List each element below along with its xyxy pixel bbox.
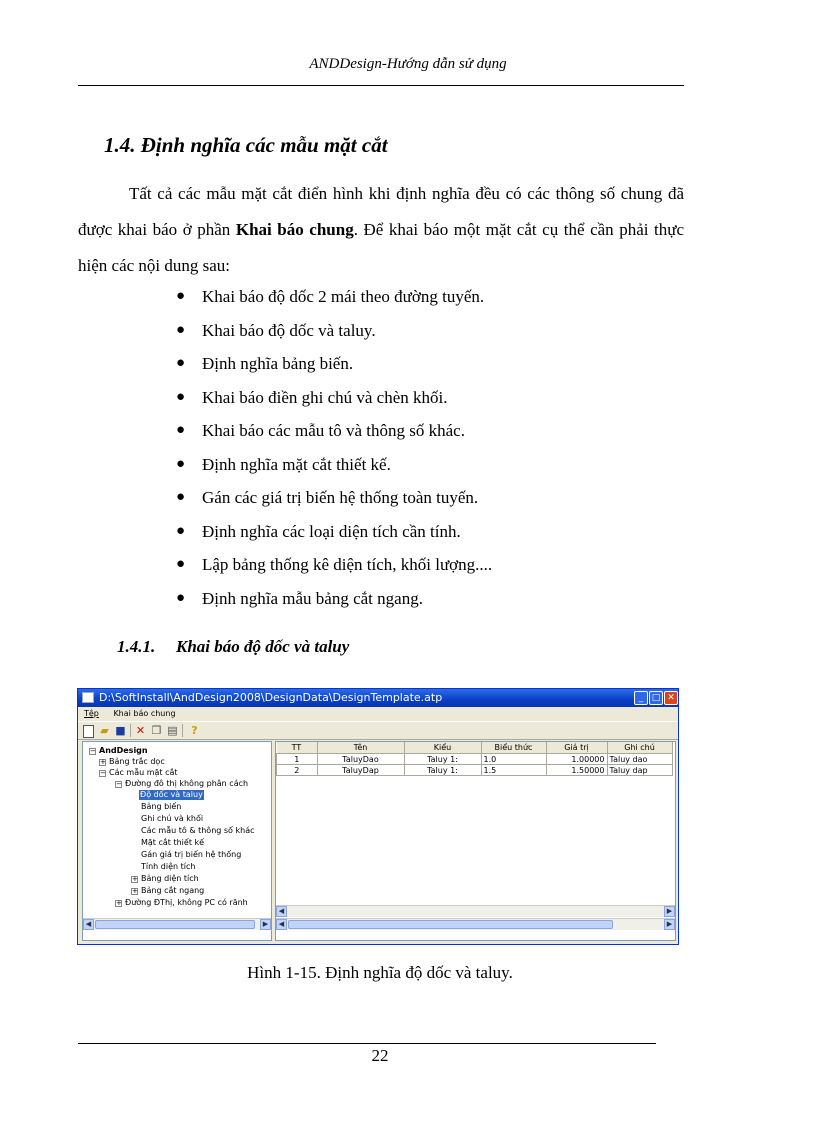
table-scrollbar[interactable] — [276, 918, 675, 930]
bullet-icon: ● — [176, 522, 186, 539]
list-item — [176, 351, 492, 385]
tree-item[interactable]: Tính diện tích — [141, 862, 196, 871]
expand-icon[interactable]: + — [116, 899, 122, 907]
app-window — [77, 688, 679, 945]
table-scrollbar-upper[interactable] — [276, 905, 675, 917]
cell-type[interactable]: Taluy 1: — [404, 765, 481, 776]
col-header-type[interactable]: Kiểu — [404, 742, 481, 754]
figure-caption: Hình 1-15. Định nghĩa độ dốc và taluy. — [247, 963, 513, 982]
cell-tt[interactable]: 2 — [277, 765, 318, 776]
scroll-thumb[interactable] — [95, 920, 255, 929]
list-item-text: Định nghĩa các loại diện tích cần tính. — [202, 521, 461, 541]
bullet-icon: ● — [176, 388, 186, 405]
list-item-text: Khai báo độ dốc và taluy. — [202, 320, 376, 340]
cell-name[interactable]: TaluyDap — [317, 765, 404, 776]
list-item-text: Khai báo độ dốc 2 mái theo đường tuyến. — [202, 287, 485, 306]
tree-item[interactable]: Bảng trắc dọc — [109, 757, 165, 766]
list-item-text: Định nghĩa mẫu bảng cắt ngang. — [202, 588, 423, 608]
scroll-right-icon[interactable]: ▶ — [664, 919, 675, 930]
bullet-icon: ● — [176, 589, 186, 606]
section-heading: 1.4. Định nghĩa các mẫu mặt cắt — [104, 133, 388, 157]
close-icon[interactable]: ✕ — [664, 691, 678, 705]
cell-value[interactable]: 1.00000 — [546, 754, 607, 765]
intro-text-2: . Để khai báo một mặt cắt cụ thể cần phải thực hiện các nội dung sau: — [78, 220, 685, 275]
col-header-expression[interactable]: Biểu thức — [481, 742, 546, 754]
list-item — [176, 552, 492, 586]
window-titlebar[interactable] — [78, 689, 678, 707]
tree-item[interactable]: Mặt cắt thiết kế — [141, 838, 205, 847]
bullet-icon: ● — [176, 556, 186, 572]
list-item-text: Lập bảng thống kê diện tích, khối lượng.... — [202, 555, 493, 574]
table-header-row — [277, 742, 673, 754]
scroll-left-icon[interactable]: ◀ — [276, 906, 287, 917]
list-item-text: Định nghĩa bảng biến. — [202, 354, 354, 373]
subsection-heading — [117, 637, 349, 657]
cell-value[interactable]: 1.50000 — [546, 765, 607, 776]
cell-note[interactable]: Taluy dao — [607, 754, 672, 765]
col-header-name[interactable]: Tên — [317, 742, 404, 754]
scroll-left-icon[interactable]: ◀ — [276, 919, 287, 930]
col-header-value[interactable]: Giá trị — [546, 742, 607, 754]
bullet-icon: ● — [176, 489, 186, 505]
list-item — [176, 318, 492, 352]
running-header: ANDDesign-Hướng dẫn sử dụng — [309, 56, 507, 72]
intro-paragraph — [78, 176, 684, 284]
expand-icon[interactable]: + — [132, 875, 138, 883]
table-row[interactable] — [277, 765, 673, 776]
list-item — [176, 485, 492, 519]
list-item — [176, 519, 492, 553]
list-item-text: Gán các giá trị biến hệ thống toàn tuyến. — [202, 488, 479, 507]
save-icon[interactable]: ■ — [115, 724, 126, 737]
copy-icon[interactable]: ❐ — [151, 724, 162, 737]
page-number: 22 — [371, 1046, 389, 1065]
scroll-left-icon[interactable]: ◀ — [83, 919, 94, 930]
toolbar-separator — [130, 724, 131, 737]
app-icon — [82, 692, 94, 703]
table-row[interactable] — [277, 754, 673, 765]
open-icon[interactable]: ▰ — [100, 724, 109, 737]
slope-table — [276, 742, 673, 776]
bullet-icon: ● — [176, 321, 186, 338]
footer-rule — [78, 1043, 656, 1044]
menu-file[interactable]: Tệp — [84, 709, 99, 718]
cell-expression[interactable]: 1.0 — [481, 754, 546, 765]
list-item — [176, 284, 492, 318]
window-title: D:\SoftInstall\AndDesign2008\DesignData\DesignTemplate.atp — [99, 691, 443, 704]
list-item-text: Khai báo điền ghi chú và chèn khối. — [202, 387, 448, 407]
new-icon[interactable] — [83, 725, 94, 738]
intro-bold-term: Khai báo chung — [235, 220, 354, 239]
cell-note[interactable]: Taluy dap — [607, 765, 672, 776]
menu-general-declaration[interactable]: Khai báo chung — [113, 709, 176, 718]
tree-item[interactable]: Đường ĐThị, không PC có rãnh — [125, 898, 248, 907]
scroll-thumb[interactable] — [288, 920, 613, 929]
col-header-tt[interactable]: TT — [277, 742, 318, 754]
scroll-right-icon[interactable]: ▶ — [664, 906, 675, 917]
col-header-note[interactable]: Ghi chú — [607, 742, 672, 754]
list-item — [176, 418, 492, 452]
bullet-icon: ● — [176, 455, 186, 472]
intro-text-1: Tất cả các mẫu mặt cắt điển hình khi định nghĩa đều có các thông số chung đã được khai báo ở phần — [78, 184, 684, 239]
template-tree — [82, 741, 272, 941]
paste-icon[interactable]: ▤ — [167, 724, 178, 737]
minimize-icon[interactable]: _ — [634, 691, 648, 705]
bullet-icon: ● — [176, 422, 186, 438]
bullet-icon: ● — [176, 355, 186, 371]
list-item — [176, 385, 492, 419]
help-icon[interactable]: ? — [191, 724, 198, 737]
cell-type[interactable]: Taluy 1: — [404, 754, 481, 765]
toolbar-separator — [182, 724, 183, 737]
cell-tt[interactable]: 1 — [277, 754, 318, 765]
cell-expression[interactable]: 1.5 — [481, 765, 546, 776]
collapse-icon[interactable]: − — [116, 780, 122, 788]
tree-item[interactable]: Gán giá trị biến hệ thống — [141, 850, 242, 859]
tree-item[interactable]: Bảng cắt ngang — [141, 886, 205, 895]
cell-name[interactable]: TaluyDao — [317, 754, 404, 765]
subsection-number: 1.4.1. — [117, 637, 156, 656]
subsection-title: Khai báo độ dốc và taluy — [176, 637, 350, 656]
menu-bar — [78, 707, 678, 721]
scroll-right-icon[interactable]: ▶ — [260, 919, 271, 930]
bullet-icon: ● — [176, 288, 186, 304]
tree-item[interactable]: Bảng diện tích — [141, 874, 199, 883]
expand-icon[interactable]: + — [132, 887, 138, 895]
tree-scrollbar[interactable] — [83, 918, 271, 930]
list-item — [176, 452, 492, 486]
slope-table-pane — [275, 741, 676, 941]
expand-icon[interactable]: + — [100, 758, 106, 766]
maximize-icon[interactable]: □ — [649, 691, 663, 705]
tree-item[interactable]: Ghi chú và khối — [141, 814, 204, 823]
tree-item-anddesign[interactable]: AndDesign — [99, 746, 148, 755]
collapse-icon[interactable]: − — [90, 747, 96, 755]
tree-item[interactable]: Đường đô thị không phân cách — [125, 779, 249, 788]
tree-item[interactable]: Các mẫu mặt cắt — [109, 768, 178, 777]
header-rule — [78, 85, 684, 86]
tree-item[interactable]: Bảng biến — [141, 802, 182, 811]
list-item-text: Khai báo các mẫu tô và thông số khác. — [202, 421, 465, 440]
list-item — [176, 586, 492, 620]
tree-item[interactable]: Các mẫu tô & thông số khác — [141, 826, 255, 835]
tree-item-selected[interactable]: Độ dốc và taluy — [140, 790, 203, 799]
collapse-icon[interactable]: − — [100, 769, 106, 777]
steps-list — [176, 284, 492, 619]
list-item-text: Định nghĩa mặt cắt thiết kế. — [202, 454, 391, 474]
delete-icon[interactable]: ✕ — [135, 724, 146, 737]
toolbar — [78, 721, 678, 740]
